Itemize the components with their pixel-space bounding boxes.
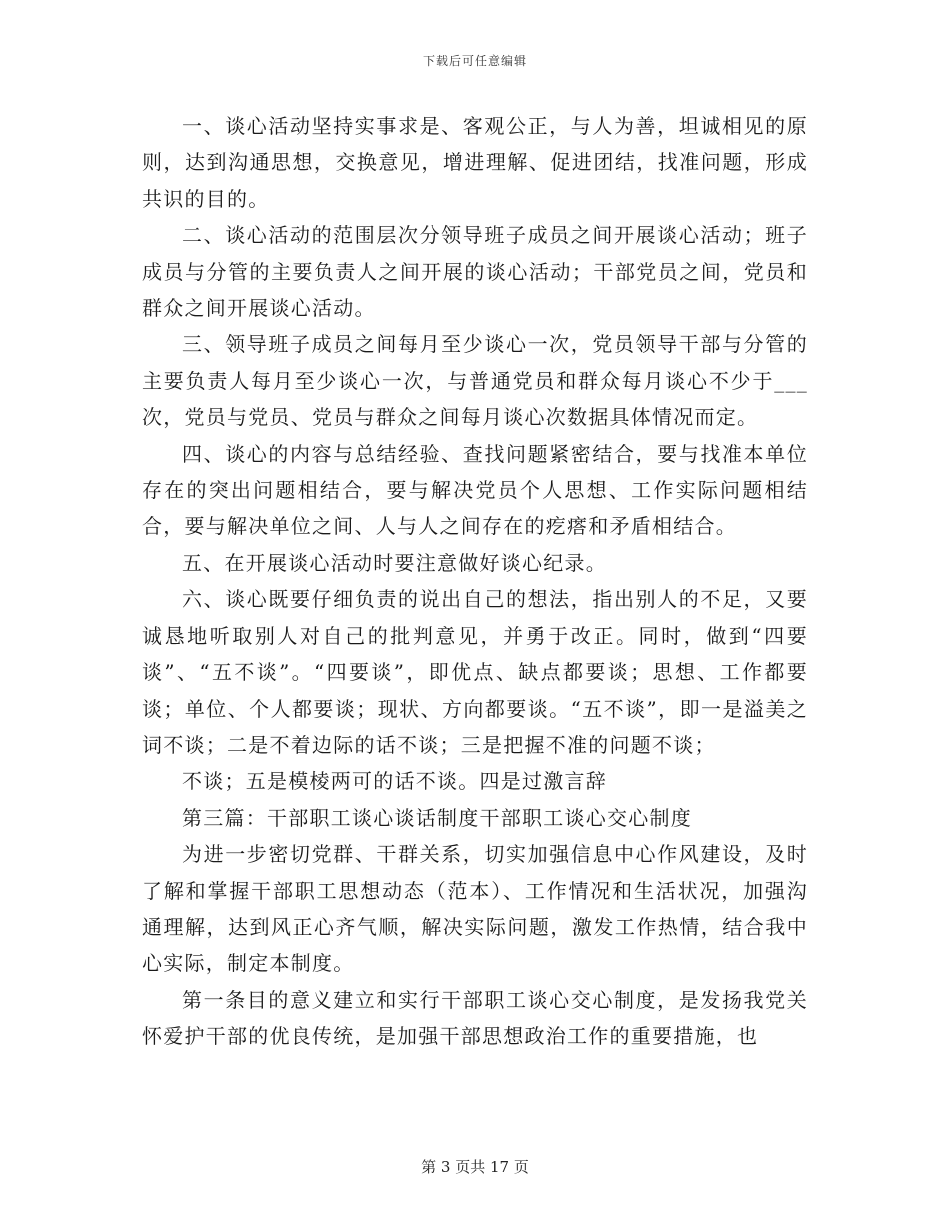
section-heading: 第三篇：干部职工谈心谈话制度干部职工谈心交心制度 bbox=[182, 805, 692, 830]
document-body bbox=[142, 108, 808, 1055]
paragraph-7: 不谈；五是模棱两可的话不谈。四是过激言辞 bbox=[182, 769, 607, 794]
paragraph-1: 一、谈心活动坚持实事求是、客观公正，与人为善，坦诚相见的原则，达到沟通思想，交换意见，增进理解、促进团结，找准问题，形成共识的目的。 bbox=[142, 114, 808, 211]
page-header-note: 下载后可任意编辑 bbox=[422, 54, 527, 68]
paragraph-3: 三、领导班子成员之间每月至少谈心一次，党员领导干部与分管的主要负责人每月至少谈心一次，与普通党员和群众每月谈心不少于___次，党员与党员、党员与群众之间每月谈心次数据具体情况而定。 bbox=[142, 332, 808, 430]
paragraph-9: 第一条目的意义建立和实行干部职工谈心交心制度，是发扬我党关怀爱护干部的优良传统，是加强干部思想政治工作的重要措施，也 bbox=[142, 987, 808, 1049]
paragraph-4: 四、谈心的内容与总结经验、查找问题紧密结合，要与找准本单位存在的突出问题相结合，要与解决党员个人思想、工作实际问题相结合，要与解决单位之间、人与人之间存在的疙瘩和矛盾相结合。 bbox=[142, 441, 808, 539]
paragraph-5: 五、在开展谈心活动时要注意做好谈心纪录。 bbox=[182, 550, 607, 575]
paragraph-6: 六、谈心既要仔细负责的说出自己的想法，指出别人的不足，又要诚恳地听取别人对自己的批判意见，并勇于改正。同时，做到“四要谈”、“五不谈”。“四要谈”，即优点、缺点都要谈；思想、工作都要谈；单位、个人都要谈；现状、方向都要谈。“五不谈”，即一是溢美之词不谈；二是不着边际的话不谈；三是把握不准的问题不谈； bbox=[142, 587, 808, 757]
page-number: 第 3 页共 17 页 bbox=[421, 1158, 529, 1176]
paragraph-2: 二、谈心活动的范围层次分领导班子成员之间开展谈心活动；班子成员与分管的主要负责人之间开展的谈心活动；干部党员之间，党员和群众之间开展谈心活动。 bbox=[142, 223, 808, 321]
paragraph-8: 为进一步密切党群、干群关系，切实加强信息中心作风建设，及时了解和掌握干部职工思想动态（范本）、工作情况和生活状况，加强沟通理解，达到风正心齐气顺，解决实际问题，激发工作热情，结合我中心实际，制定本制度。 bbox=[142, 842, 808, 976]
